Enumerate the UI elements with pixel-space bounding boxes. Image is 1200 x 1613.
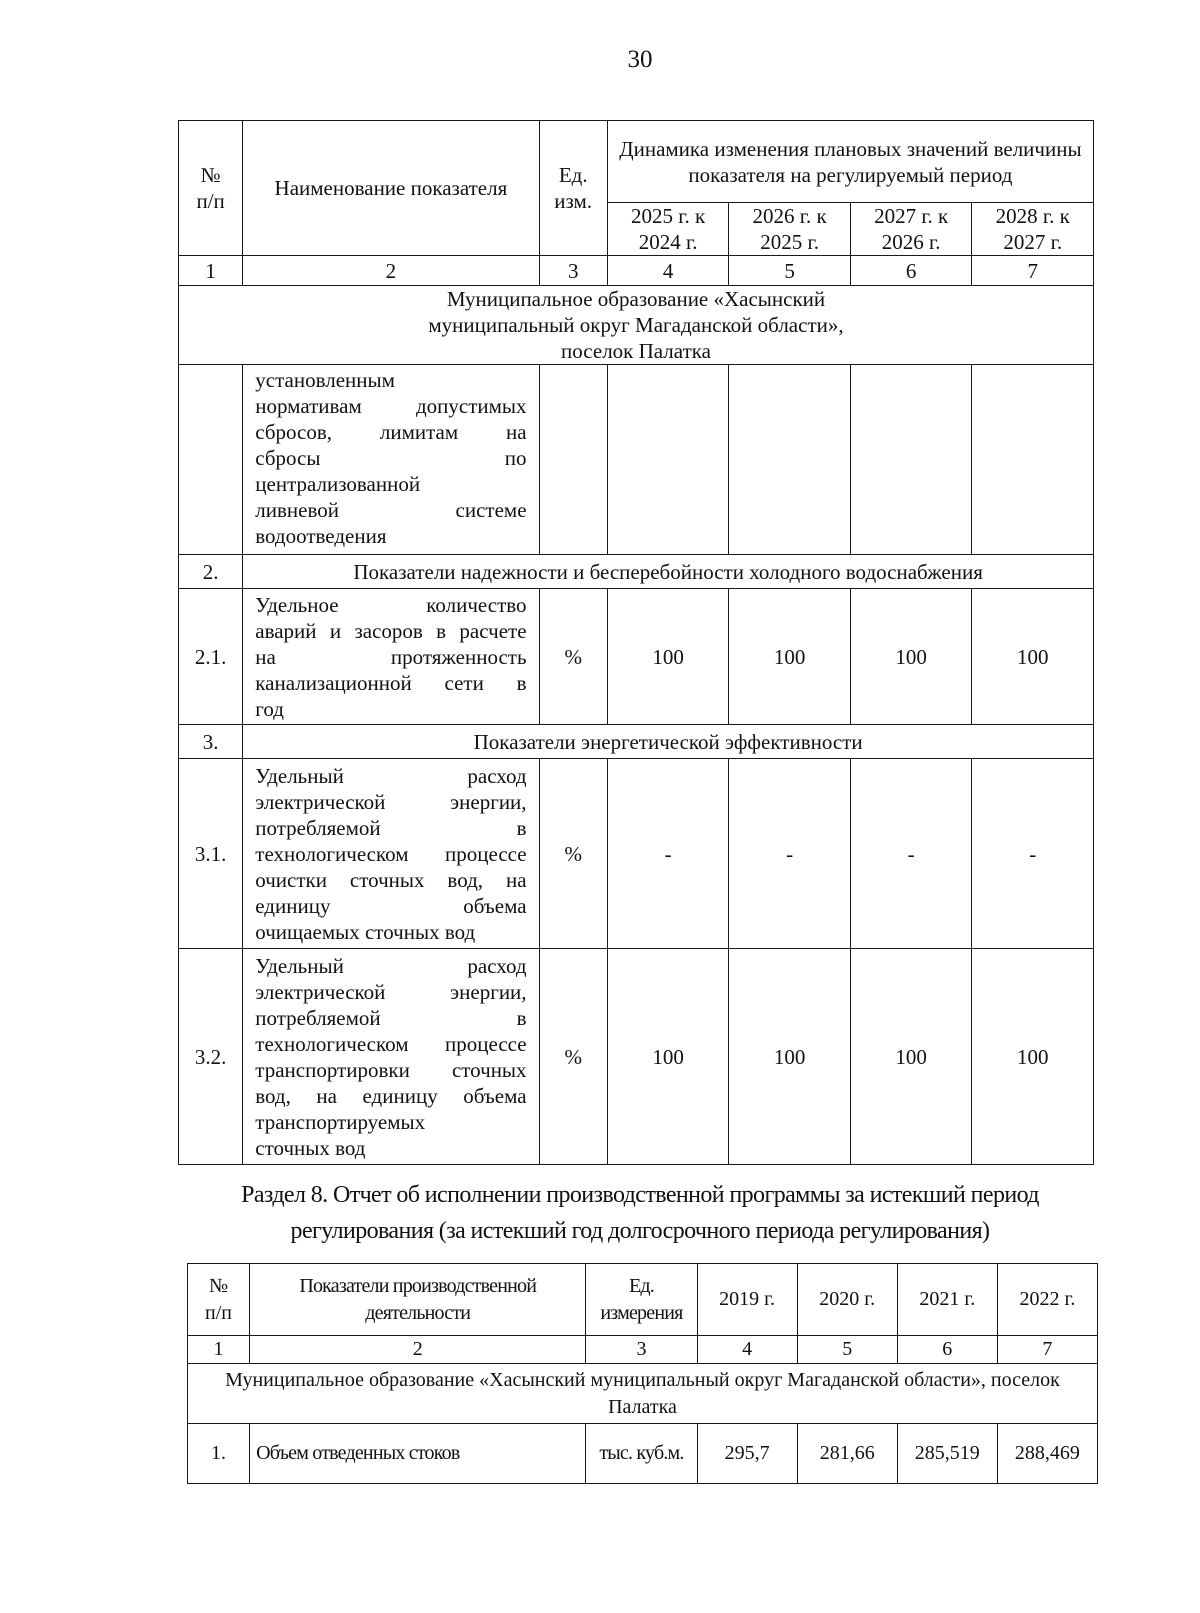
header-num: № п/п	[179, 121, 243, 256]
unit-cell: %	[539, 759, 607, 949]
row-number: 3.1.	[179, 759, 243, 949]
col-number: 3	[586, 1336, 697, 1364]
header-num: № п/п	[188, 1264, 250, 1336]
value-cell: -	[850, 759, 972, 949]
header-year: 2020 г.	[797, 1264, 897, 1336]
unit-cell: %	[539, 949, 607, 1165]
header-name: Наименование показателя	[243, 121, 539, 256]
section-row	[179, 725, 1094, 759]
header-name: Показатели производственной деятельности	[250, 1264, 586, 1336]
header-unit: Ед. измерения	[586, 1264, 697, 1336]
indicator-row	[179, 759, 1094, 949]
report-row	[188, 1424, 1098, 1484]
header-year: 2021 г.	[897, 1264, 997, 1336]
header-period: 2028 г. к 2027 г.	[972, 203, 1094, 256]
indicator-name: установленным нормативам допустимых сбросов, лимитам на сбросы по централизованной ливневой системе водоотведения	[243, 365, 539, 555]
header-year: 2019 г.	[697, 1264, 797, 1336]
col-number: 1	[188, 1336, 250, 1364]
indicator-name: Удельное количество аварий и засоров в расчете на протяженность канализационной сети в год	[243, 589, 539, 725]
value-cell: 100	[850, 589, 972, 725]
value-cell: 288,469	[997, 1424, 1097, 1484]
value-cell: 100	[972, 949, 1094, 1165]
section-title: Показатели энергетической эффективности	[243, 725, 1094, 759]
section-title: Показатели надежности и бесперебойности холодного водоснабжения	[243, 555, 1094, 589]
municipality-row: Муниципальное образование «Хасынский муниципальный округ Магаданской области», поселок Палатка	[188, 1364, 1098, 1424]
value-cell: 295,7	[697, 1424, 797, 1484]
indicator-name: Удельный расход электрической энергии, потребляемой в технологическом процессе транспортировки сточных вод, на единицу объема транспортируемых сточных вод	[243, 949, 539, 1165]
indicator-name: Удельный расход электрической энергии, потребляемой в технологическом процессе очистки сточных вод, на единицу объема очищаемых сточных вод	[243, 759, 539, 949]
header-dynamics: Динамика изменения плановых значений величины показателя на регулируемый период	[607, 121, 1093, 203]
col-number: 7	[972, 256, 1094, 286]
page-number: 30	[627, 46, 653, 73]
row-number: 2.1.	[179, 589, 243, 725]
value-cell: 100	[607, 949, 729, 1165]
municipality-row: Муниципальное образование «Хасынский муниципальный округ Магаданской области», поселок Палатка	[179, 286, 1094, 365]
col-number: 2	[243, 256, 539, 286]
value-cell: 100	[729, 589, 851, 725]
col-number: 4	[697, 1336, 797, 1364]
header-year: 2022 г.	[997, 1264, 1097, 1336]
col-number: 6	[850, 256, 972, 286]
section-8-title: Раздел 8. Отчет об исполнении производственной программы за истекший период регулирования (за истекший год долгосрочного периода регулирования)	[241, 1182, 1039, 1244]
col-number: 7	[997, 1336, 1097, 1364]
value-cell: 285,519	[897, 1424, 997, 1484]
value-cell: 281,66	[797, 1424, 897, 1484]
value-cell: -	[607, 759, 729, 949]
col-number: 2	[250, 1336, 586, 1364]
header-unit: Ед. изм.	[539, 121, 607, 256]
col-number: 6	[897, 1336, 997, 1364]
value-cell: 100	[607, 589, 729, 725]
value-cell: 100	[850, 949, 972, 1165]
value-cell: -	[972, 759, 1094, 949]
row-number: 3.2.	[179, 949, 243, 1165]
value-cell: -	[729, 759, 851, 949]
section-number: 3.	[179, 725, 243, 759]
value-cell: 100	[729, 949, 851, 1165]
column-numbers-row	[188, 1336, 1098, 1364]
indicator-row	[179, 589, 1094, 725]
column-numbers-row	[179, 256, 1094, 286]
row-number: 1.	[188, 1424, 250, 1484]
header-period: 2025 г. к 2024 г.	[607, 203, 729, 256]
indicator-row	[179, 949, 1094, 1165]
section-row	[179, 555, 1094, 589]
col-number: 3	[539, 256, 607, 286]
header-period: 2026 г. к 2025 г.	[729, 203, 851, 256]
col-number: 5	[797, 1336, 897, 1364]
continuation-row	[179, 365, 1094, 555]
unit-cell: %	[539, 589, 607, 725]
indicator-name: Объем отведенных стоков	[250, 1424, 586, 1484]
col-number: 5	[729, 256, 851, 286]
col-number: 1	[179, 256, 243, 286]
col-number: 4	[607, 256, 729, 286]
header-period: 2027 г. к 2026 г.	[850, 203, 972, 256]
value-cell: 100	[972, 589, 1094, 725]
report-table	[187, 1263, 1098, 1484]
section-number: 2.	[179, 555, 243, 589]
indicators-table	[178, 120, 1094, 1165]
unit-cell: тыс. куб.м.	[586, 1424, 697, 1484]
